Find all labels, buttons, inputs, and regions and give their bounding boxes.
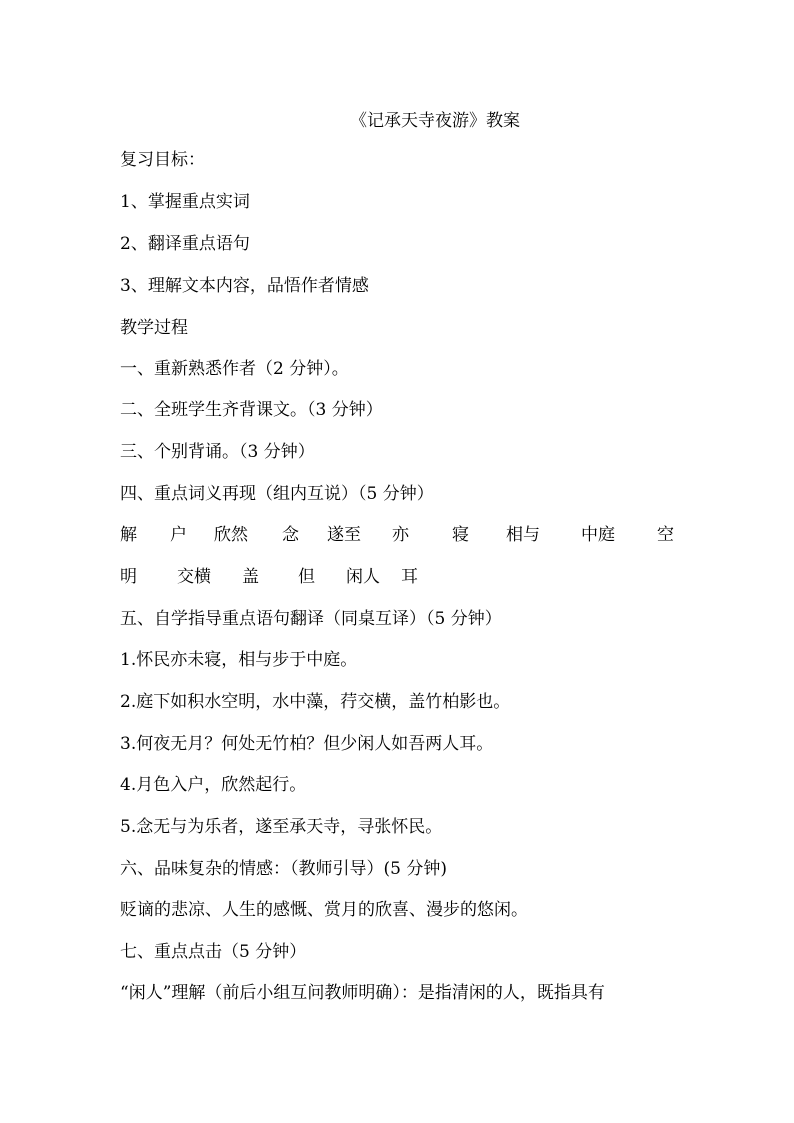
sentence-1: 1.怀民亦未寝，相与步于中庭。 bbox=[120, 650, 358, 670]
vocab-word: 念 bbox=[282, 525, 299, 545]
xianren-explanation: “闲人”理解（前后小组互问教师明确）：是指清闲的人，既指具有 bbox=[120, 983, 605, 1003]
goal-item-2: 2、翻译重点语句 bbox=[120, 234, 250, 254]
step-6: 六、品味复杂的情感：（教师引导）(5 分钟) bbox=[120, 859, 447, 879]
vocab-word: 但 bbox=[298, 567, 315, 587]
step-4: 四、重点词义再现（组内互说）（5 分钟） bbox=[120, 484, 434, 504]
emotions-text: 贬谪的悲凉、人生的感慨、赏月的欣喜、漫步的悠闲。 bbox=[120, 900, 528, 920]
step-2: 二、全班学生齐背课文。（3 分钟） bbox=[120, 400, 383, 420]
sentence-4: 4.月色入户，欣然起行。 bbox=[120, 775, 307, 795]
sentence-3: 3.何夜无月？何处无竹柏？但少闲人如吾两人耳。 bbox=[120, 734, 494, 754]
vocab-word: 解 bbox=[120, 525, 137, 545]
vocab-word: 交横 bbox=[177, 567, 211, 587]
vocab-word: 户 bbox=[170, 525, 187, 545]
step-5: 五、自学指导重点语句翻译（同桌互译）（5 分钟） bbox=[120, 609, 502, 629]
document-title: 《记承天寺夜游》教案 bbox=[350, 111, 520, 131]
vocab-word: 明 bbox=[120, 567, 137, 587]
vocab-word: 寝 bbox=[452, 525, 469, 545]
goal-item-3: 3、理解文本内容，品悟作者情感 bbox=[120, 276, 369, 296]
vocab-word: 盖 bbox=[242, 567, 259, 587]
sentence-2: 2.庭下如积水空明，水中藻，荇交横，盖竹柏影也。 bbox=[120, 692, 511, 712]
vocab-word: 欣然 bbox=[214, 525, 248, 545]
vocab-word: 遂至 bbox=[327, 525, 361, 545]
vocab-word: 相与 bbox=[506, 525, 540, 545]
step-7: 七、重点点击（5 分钟） bbox=[120, 942, 307, 962]
step-1: 一、重新熟悉作者（2 分钟）。 bbox=[120, 359, 349, 379]
step-3: 三、个别背诵。（3 分钟） bbox=[120, 442, 315, 462]
vocab-word: 空 bbox=[657, 525, 674, 545]
sentence-5: 5.念无与为乐者，遂至承天寺，寻张怀民。 bbox=[120, 817, 443, 837]
teaching-process-heading: 教学过程 bbox=[120, 318, 188, 338]
review-goals-heading: 复习目标： bbox=[120, 150, 205, 170]
vocab-word: 闲人 bbox=[346, 567, 380, 587]
vocab-word: 中庭 bbox=[581, 525, 615, 545]
vocab-word: 耳 bbox=[401, 567, 418, 587]
goal-item-1: 1、掌握重点实词 bbox=[120, 192, 250, 212]
vocab-word: 亦 bbox=[392, 525, 409, 545]
